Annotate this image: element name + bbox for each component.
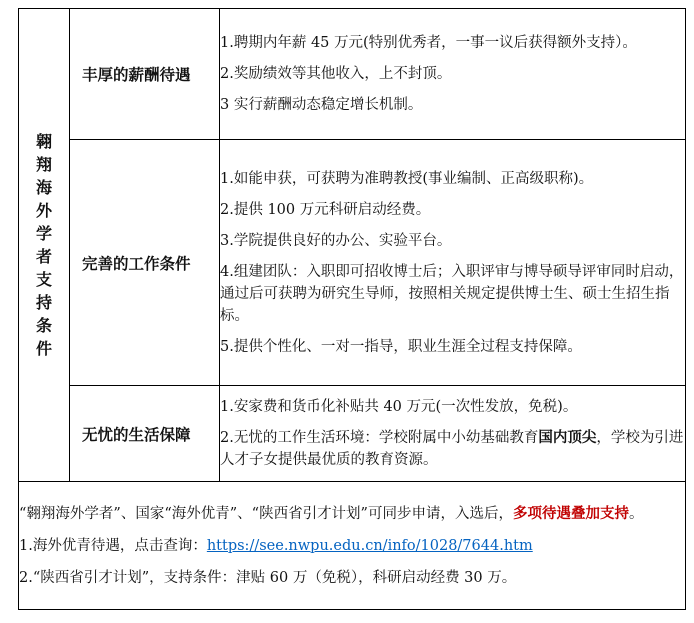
list-item: 4.组建团队：入职即可招收博士后；入职评审与博导硕导评审同时启动，通过后可获聘为研究生导师，按照相关规定提供博士生、硕士生招生指标。 [220, 263, 684, 324]
items-cell [220, 9, 686, 140]
list-item: 2.提供 100 万元科研启动经费。 [220, 201, 431, 218]
talent-support-table [18, 8, 686, 610]
items-cell [220, 386, 686, 482]
table-row [19, 9, 686, 140]
table-row [19, 386, 686, 482]
items-cell [220, 140, 686, 386]
list-item: 2.奖励绩效等其他收入，上不封顶。 [220, 66, 452, 82]
list-item: 5.提供个性化、一对一指导，职业生涯全过程支持保障。 [220, 338, 582, 355]
vertical-title-cell [19, 9, 70, 482]
note-highlight: 多项待遇叠加支持 [512, 504, 629, 522]
list-item [220, 427, 685, 471]
vertical-title: 翱翔海外学者支持条件 [35, 132, 52, 358]
note-end: 。 [628, 505, 644, 522]
item-bold-text: 国内顶尖 [538, 429, 597, 446]
category-cell [70, 140, 220, 386]
item-text-tail: ，学校为引进人才子女提供最优质的教育资源。 [220, 430, 684, 468]
note-text: “翱翔海外学者”、国家“海外优青”、“陕西省引才计划”可同步申请，入选后， [19, 505, 513, 522]
note-text: 1.海外优青待遇，点击查询： [19, 537, 207, 554]
list-item: 1.如能申获，可获聘为准聘教授(事业编制、正高级职称)。 [220, 170, 594, 187]
note-line-1 [19, 503, 685, 525]
info-link[interactable]: https://see.nwpu.edu.cn/info/1028/7644.htm [206, 537, 533, 554]
category-title-life-support: 无忧的生活保障 [82, 425, 191, 444]
notes-cell [19, 482, 686, 610]
table-row [19, 482, 686, 610]
list-item: 1.聘期内年薪 45 万元(特别优秀者，一事一议后获得额外支持）。 [220, 35, 637, 51]
table-row [19, 140, 686, 386]
note-line-3: 2.“陕西省引才计划”，支持条件：津贴 60 万（免税），科研启动经费 30 万。 [19, 569, 517, 586]
category-title-salary: 丰厚的薪酬待遇 [82, 66, 191, 84]
note-line-2 [19, 535, 685, 557]
category-cell [70, 9, 220, 140]
list-item: 3.学院提供良好的办公、实验平台。 [220, 232, 452, 249]
list-item: 1.安家费和货币化补贴共 40 万元(一次性发放，免税)。 [220, 399, 578, 415]
list-item: 3 实行薪酬动态稳定增长机制。 [220, 97, 423, 113]
category-cell [70, 386, 220, 482]
category-title-work-conditions: 完善的工作条件 [82, 254, 191, 273]
item-text: 2.无忧的工作生活环境：学校附属中小幼基础教育 [220, 430, 539, 446]
